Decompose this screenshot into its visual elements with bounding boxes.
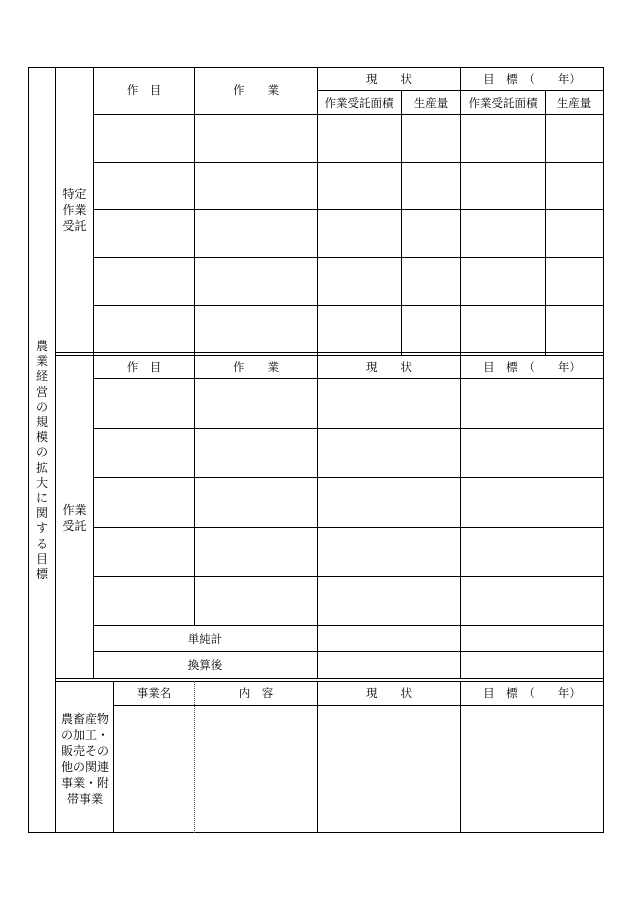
s2-simple-total-label: 単純計 (187, 632, 223, 646)
s1-separator (55, 352, 604, 353)
s3-header-target: 目 標 （ 年） (483, 686, 581, 700)
s1-section-label: 特定 作業 受託 (62, 187, 87, 233)
form-table (28, 67, 604, 833)
s1-sub-area: 作業受託面積 (324, 96, 394, 110)
s3-header-current: 現 状 (366, 686, 412, 700)
s2-header-current: 現 状 (366, 360, 412, 374)
s1-current-sub-divider (401, 90, 402, 355)
s2-work-divider (317, 355, 318, 678)
s1-sub-area-target: 作業受託面積 (468, 96, 538, 110)
s3-header-name: 事業名 (136, 686, 172, 700)
s1-row-line (93, 209, 604, 210)
border-left (28, 67, 29, 833)
s2-header-bottom (93, 378, 604, 379)
s2-section-label: 作業 受託 (62, 503, 87, 533)
s2-row-line (93, 527, 604, 528)
s2-current-divider (460, 355, 461, 678)
s1-header-target: 目 標 （ 年） (483, 72, 581, 86)
s2-crop-divider (194, 355, 195, 625)
s1-row-line (93, 305, 604, 306)
s2-converted-label: 換算後 (187, 658, 223, 672)
s1-label-divider (93, 67, 94, 355)
s1-row-line (93, 162, 604, 163)
s2-separator (55, 681, 604, 682)
s1-work-divider (317, 67, 318, 355)
side-title: 農 業 経 営 の 規 模 の 拡 大 に 関 す る 目 標 (35, 339, 48, 582)
s1-sub-output-target: 生産量 (556, 96, 592, 110)
s2-row-line (93, 477, 604, 478)
s1-sub-output: 生産量 (413, 96, 449, 110)
s1-target-sub-divider (545, 90, 546, 355)
s1-subheader-line (317, 90, 604, 91)
side-column-divider (55, 67, 56, 833)
s2-separator (55, 678, 604, 679)
border-right (603, 67, 604, 833)
s3-header-bottom (113, 705, 604, 706)
s2-header-target: 目 標 （ 年） (483, 360, 581, 374)
s1-crop-divider (194, 67, 195, 355)
s2-header-work: 作 業 (233, 360, 279, 374)
s3-section-label: 農畜産物 の加工・ 販売その 他の関連 事業・附 帯事業 (60, 712, 109, 806)
s1-header-crop: 作 目 (126, 83, 162, 97)
s1-separator (55, 355, 604, 356)
s3-content-divider (317, 681, 318, 833)
border-top (28, 67, 604, 68)
s3-dotted-divider (194, 681, 195, 833)
s2-header-crop: 作 目 (126, 360, 162, 374)
s3-label-divider (113, 681, 114, 833)
s1-row-line (93, 257, 604, 258)
s2-row-line (93, 651, 604, 652)
s2-row-line (93, 428, 604, 429)
border-bottom (28, 832, 604, 833)
s1-header-work: 作 業 (233, 83, 279, 97)
s3-current-divider (460, 681, 461, 833)
s1-current-divider (460, 67, 461, 355)
s1-header-bottom (93, 114, 604, 115)
s1-header-current: 現 状 (366, 72, 412, 86)
s3-header-content: 内 容 (238, 686, 274, 700)
s2-label-divider (93, 355, 94, 678)
s2-row-line (93, 625, 604, 626)
s2-row-line (93, 576, 604, 577)
